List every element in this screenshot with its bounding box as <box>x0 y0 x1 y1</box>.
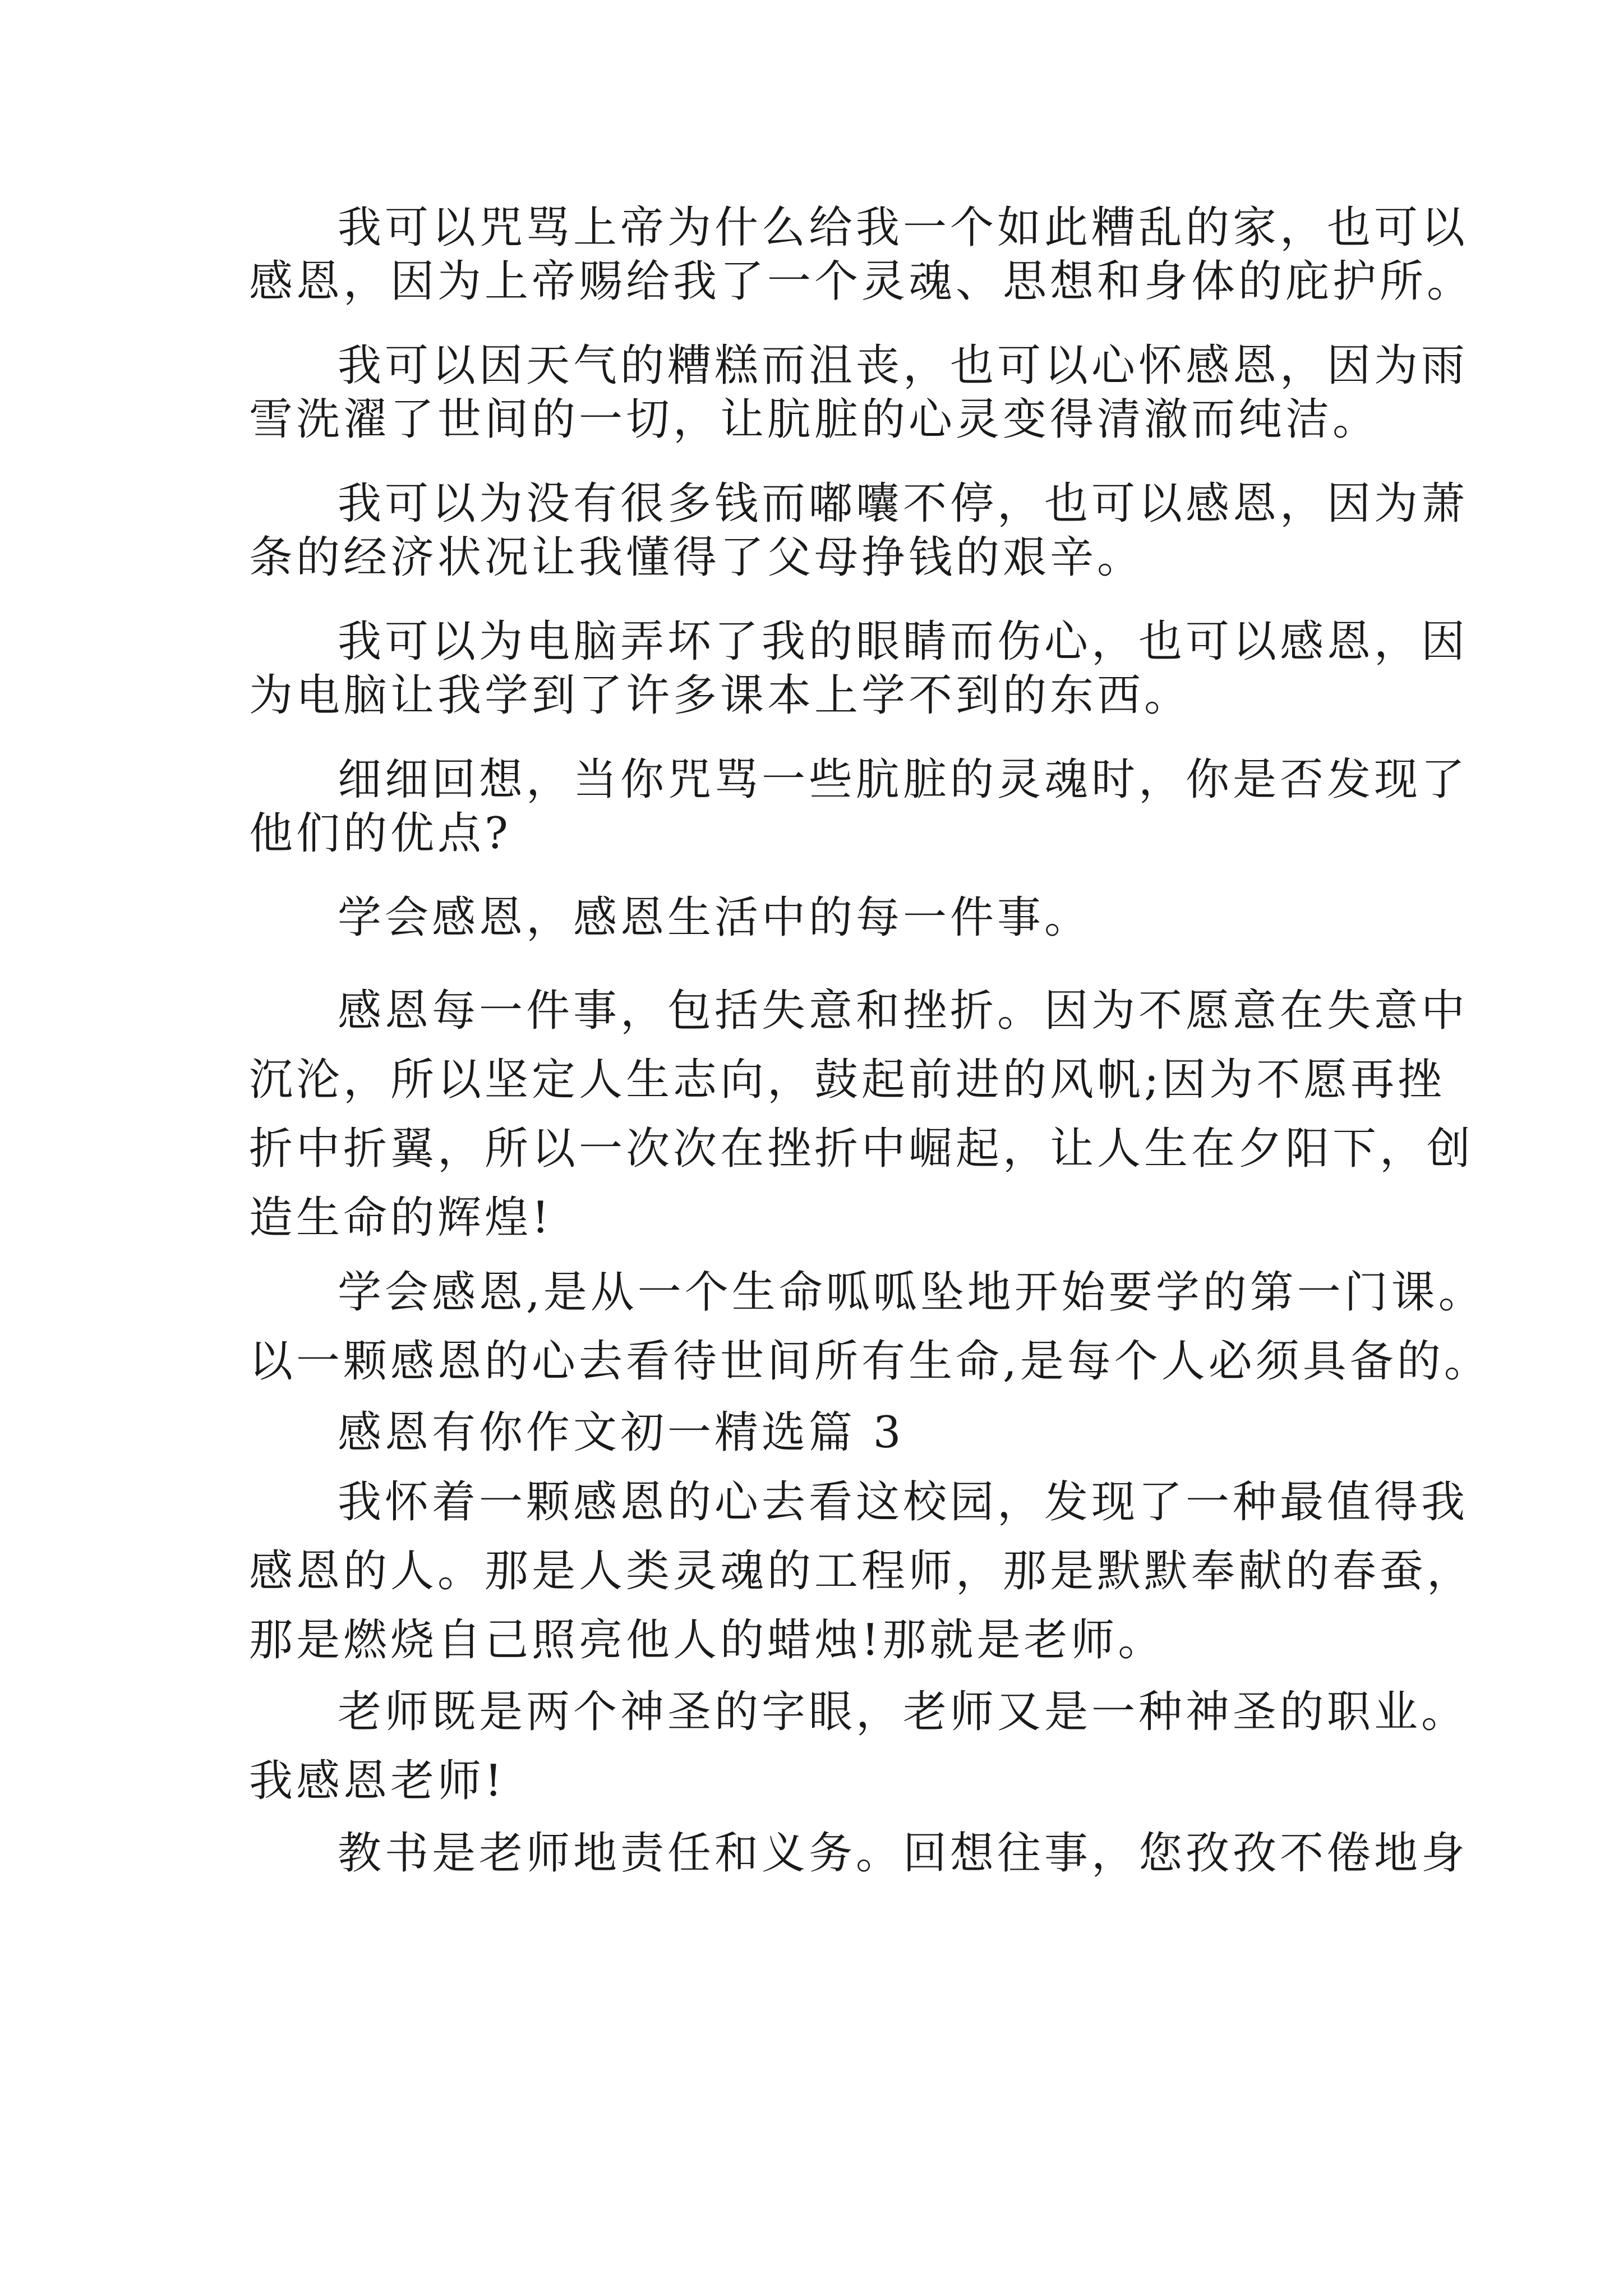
text-line: 造生命的辉煌! <box>249 1193 553 1243</box>
paragraph <box>249 984 1474 1245</box>
paragraph <box>249 891 1091 945</box>
text-line: 学会感恩，感恩生活中的每一件事。 <box>338 892 1092 943</box>
paragraph <box>249 477 1468 585</box>
text-line: 我可以因天气的糟糕而沮丧，也可以心怀感恩，因为雨 <box>338 341 1469 391</box>
paragraph <box>249 339 1468 447</box>
text-line: 我可以为没有很多钱而嘟囔不停，也可以感恩，因为萧 <box>338 478 1469 529</box>
section-heading <box>249 1406 904 1460</box>
paragraph <box>249 753 1468 861</box>
text-line: 沉沦，所以坚定人生志向，鼓起前进的风帆;因为不愿再挫 <box>249 1055 1445 1105</box>
text-line: 雪洗濯了世间的一切，让肮脏的心灵变得清澈而纯洁。 <box>249 394 1380 445</box>
text-line: 感恩，因为上帝赐给我了一个灵魂、思想和身体的庇护所。 <box>249 256 1474 307</box>
text-line: 以一颗感恩的心去看待世间所有生命,是每个人必须具备的。 <box>249 1336 1491 1387</box>
text-line: 他们的优点? <box>249 808 511 859</box>
text-line: 细细回想，当你咒骂一些肮脏的灵魂时，你是否发现了 <box>338 754 1469 805</box>
text-line: 我感恩老师! <box>249 1756 506 1806</box>
text-line: 学会感恩,是从一个生命呱呱坠地开始要学的第一门课。 <box>338 1267 1486 1318</box>
text-line: 感恩有你作文初一精选篇 3 <box>338 1407 905 1458</box>
text-line: 我可以咒骂上帝为什么给我一个如此糟乱的家，也可以 <box>338 203 1469 253</box>
paragraph <box>249 1685 1468 1808</box>
text-line: 那是燃烧自己照亮他人的蜡烛!那就是老师。 <box>249 1615 1165 1665</box>
text-line: 为电脑让我学到了许多课本上学不到的东西。 <box>249 670 1192 721</box>
paragraph <box>249 1266 1491 1388</box>
text-line: 我怀着一颗感恩的心去看这校园，发现了一种最值得我 <box>338 1477 1469 1527</box>
text-line: 感恩的人。那是人类灵魂的工程师，那是默默奉献的春蚕， <box>249 1546 1474 1596</box>
text-line: 感恩每一件事，包括失意和挫折。因为不愿意在失意中 <box>338 986 1469 1036</box>
text-line: 我可以为电脑弄坏了我的眼睛而伤心，也可以感恩，因 <box>338 616 1469 667</box>
paragraph <box>249 201 1474 309</box>
paragraph <box>249 1826 1468 1880</box>
text-line: 教书是老师地责任和义务。回想往事，您孜孜不倦地身 <box>338 1828 1469 1879</box>
text-line: 老师既是两个神圣的字眼，老师又是一种神圣的职业。 <box>338 1687 1469 1737</box>
paragraph <box>249 615 1468 723</box>
paragraph <box>249 1475 1474 1667</box>
text-line: 条的经济状况让我懂得了父母挣钱的艰辛。 <box>249 532 1145 583</box>
text-line: 折中折翼，所以一次次在挫折中崛起，让人生在夕阳下，创 <box>249 1124 1474 1174</box>
